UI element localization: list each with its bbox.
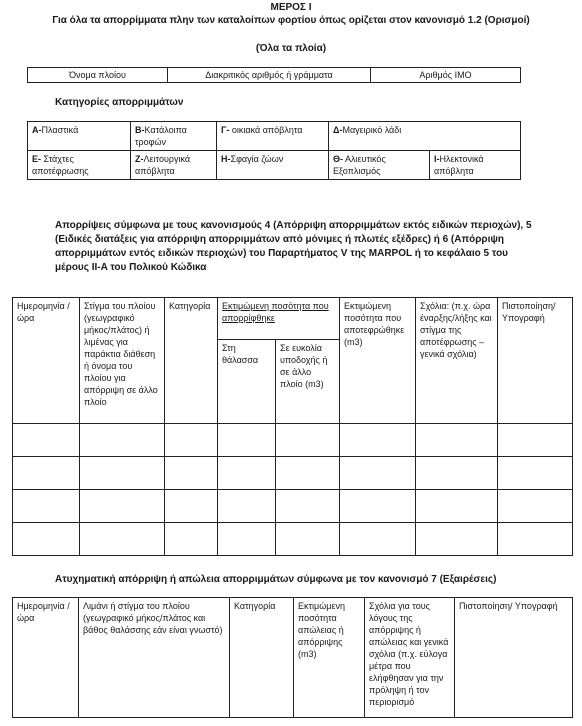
table-cell[interactable] [13, 490, 80, 523]
header-estimated-discharged: Εκτιμώμενη ποσότητα που απορρίφθηκε [218, 298, 340, 340]
header2-date: Ημερομηνία /ώρα [13, 598, 79, 718]
call-sign-cell[interactable]: Διακριτικός αριθμός ή γράμματα [168, 68, 371, 83]
ship-info-table [27, 67, 521, 83]
header-remarks: Σχόλια: (π.χ. ώρα έναρξης/λήξης και στίγμα της αποτέφρωσης – γενικά σχόλια) [416, 298, 498, 424]
category-z: Ζ-Λειτουργικά απόβλητα [131, 151, 217, 180]
table-cell[interactable] [416, 523, 498, 556]
header-incinerated: Εκτιμώμενη ποσότητα που αποτεφρώθηκε (m3) [340, 298, 416, 424]
table-cell[interactable] [218, 424, 276, 457]
header2-category: Κατηγορία [230, 598, 294, 718]
table-cell[interactable] [80, 424, 165, 457]
table-cell[interactable] [276, 457, 340, 490]
table-cell[interactable] [416, 490, 498, 523]
section2-title: Ατυχηματική απόρριψη ή απώλεια απορριμμάτων σύμφωνα με τον κανονισμό 7 (Εξαιρέσεις) [55, 574, 497, 585]
table-cell[interactable] [13, 424, 80, 457]
header-category: Κατηγορία [165, 298, 218, 424]
table-cell[interactable] [340, 424, 416, 457]
header-date: Ημερομηνία /ώρα [13, 298, 80, 424]
section1-title: Απορρίψεις σύμφωνα με τους κανονισμούς 4 (Απόρριψη απορριμμάτων εκτός ειδικών περιοχών), 5 (Ειδικές διατάξεις για απόρριψη απορριμμάτων από μόνιμες ή πλωτές εξέδρες) ή 6 (Απόρριψη απορριμμάτων εντός ειδικών περιοχών) του Παραρτήματος V της MARPOL ή το κεφάλαιο 5 του μέρους II-A του Πολικού Κώδικα [55, 220, 532, 273]
table-cell[interactable] [498, 490, 573, 523]
table-row [13, 523, 573, 556]
table-cell[interactable] [80, 490, 165, 523]
categories-title: Κατηγορίες απορριμμάτων [55, 97, 184, 108]
imo-number-cell[interactable]: Αριθμός IMO [371, 68, 521, 83]
header2-estimated: Εκτιμώμενη ποσότητα απώλειας ή απόρριψης (m3) [294, 598, 365, 718]
table-cell[interactable] [498, 424, 573, 457]
category-h: Η-Σφαγία ζώων [217, 151, 329, 180]
categories-table [27, 121, 521, 180]
table-cell[interactable] [80, 523, 165, 556]
table-cell[interactable] [165, 457, 218, 490]
table-cell[interactable] [165, 490, 218, 523]
header2-certification: Πιστοποίηση/ Υπογραφή [455, 598, 573, 718]
table-cell[interactable] [276, 424, 340, 457]
header-at-sea: Στη θάλασσα [218, 340, 276, 424]
table-cell[interactable] [498, 457, 573, 490]
table-cell[interactable] [416, 424, 498, 457]
header-to-facility: Σε ευκολία υποδοχής ή σε άλλο πλοίο (m3) [276, 340, 340, 424]
part-title: ΜΕΡΟΣ Ι [270, 2, 312, 13]
category-b: B-Κατάλοιπα τροφών [131, 122, 217, 151]
table-cell[interactable] [340, 490, 416, 523]
category-th: Θ- Αλιευτικός Εξοπλισμός [329, 151, 430, 180]
category-e: Ε- Στάχτες αποτέφρωσης [28, 151, 131, 180]
category-a: A-Πλαστικά [28, 122, 131, 151]
table-cell[interactable] [276, 523, 340, 556]
table-row [13, 457, 573, 490]
table-cell[interactable] [218, 523, 276, 556]
header2-position: Λιμάνι ή στίγμα του πλοίου (γεωγραφικό μήκος/πλάτος και βάθος θαλάσσης εάν είναι γνωστό) [79, 598, 230, 718]
category-c: Γ- οικιακά απόβλητα [217, 122, 329, 151]
table-cell[interactable] [13, 523, 80, 556]
table-cell[interactable] [218, 457, 276, 490]
table-cell[interactable] [165, 424, 218, 457]
table-cell[interactable] [218, 490, 276, 523]
table-cell[interactable] [498, 523, 573, 556]
category-i: Ι-Ηλεκτονικά απόβλητα [430, 151, 521, 180]
header2-reasons: Σχόλια για τους λόγους της απόρριψης ή απώλειας και γενικά σχόλια (π.χ. εύλογα μέτρα που ελήφθησαν για την πρόληψη ή τον περιορισμό [365, 598, 455, 718]
table-row [13, 424, 573, 457]
table-cell[interactable] [13, 457, 80, 490]
header-certification: Πιστοποίηση/Υπογραφή [498, 298, 573, 424]
discharge-table [12, 297, 573, 556]
table-cell[interactable] [416, 457, 498, 490]
header-position: Στίγμα του πλοίου (γεωγραφικό μήκος/πλάτος) ή λιμένας για παράκτια διάθεση ή όνομα του πλοίου για απόρριψη σε άλλο πλοίο [80, 298, 165, 424]
category-d: Δ-Μαγειρικό λάδι [329, 122, 521, 151]
table-cell[interactable] [276, 490, 340, 523]
table-cell[interactable] [80, 457, 165, 490]
all-ships-label: (Όλα τα πλοία) [255, 43, 327, 54]
table-cell[interactable] [340, 457, 416, 490]
ship-name-cell[interactable]: Όνομα πλοίου [28, 68, 168, 83]
accidental-loss-table [12, 597, 573, 718]
table-cell[interactable] [340, 523, 416, 556]
table-cell[interactable] [165, 523, 218, 556]
table-row [13, 490, 573, 523]
subtitle: Για όλα τα απορρίμματα πλην των καταλοίπων φορτίου όπως ορίζεται στον κανονισμό 1.2 (Ορισμοί) [52, 15, 530, 26]
